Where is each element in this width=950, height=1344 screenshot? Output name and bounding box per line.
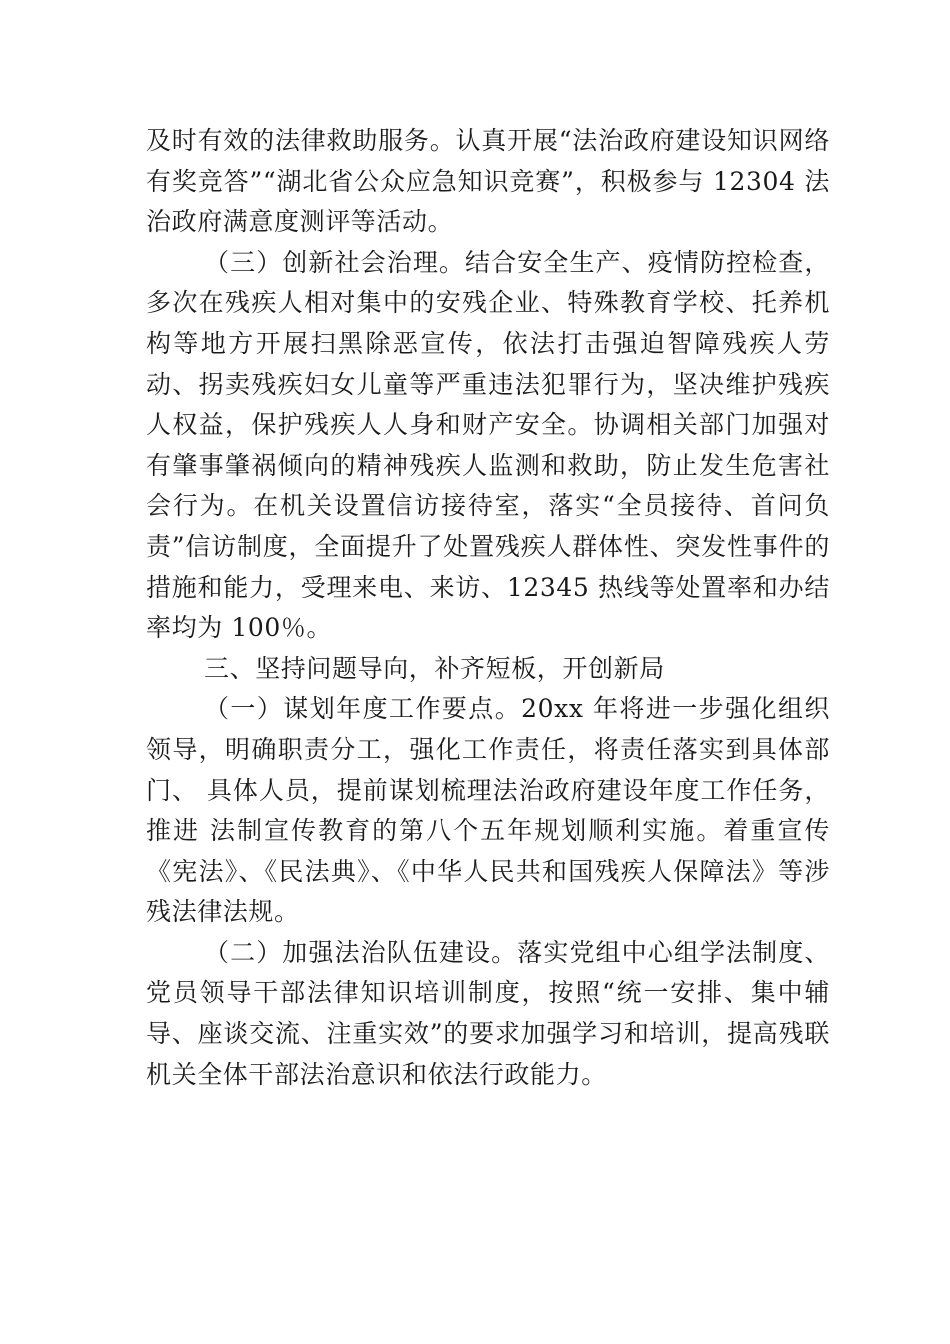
paragraph-social-governance: （三）创新社会治理。结合安全生产、疫情防控检查，多次在残疾人相对集中的安残企业、特殊教育学校、托养机构等地方开展扫黑除恶宣传，依法打击强迫智障残疾人劳动、拐卖残疾妇女儿童等严重违法犯罪行为，坚决维护残疾人权益，保护残疾人人身和财产安全。协调相关部门加强对有肇事肇祸倾向的精神残疾人监测和救助，防止发生危害社会行为。在机关设置信访接待室，落实“全员接待、首问负责”信访制度，全面提升了处置残疾人群体性、突发性事件的措施和能力，受理来电、来访、12345 热线等处置率和办结率均为 100％。 xyxy=(146,247,830,643)
section-heading-three: 三、坚持问题导向，补齐短板，开创新局 xyxy=(204,653,665,683)
paragraph-annual-plan: （一）谋划年度工作要点。20xx 年将进一步强化组织领导，明确职责分工，强化工作责任，将责任落实到具体部门、 具体人员，提前谋划梳理法治政府建设年度工作任务，推进 法制宣传教育的第八个五年规划顺利实施。着重宣传《宪法》、《民法典》、《中华人民共和国残疾人保障法》等涉残法律法规。 xyxy=(146,694,830,927)
document-body xyxy=(146,121,830,1095)
paragraph-legal-aid: 及时有效的法律救助服务。认真开展“法治政府建设知识网络有奖竞答”“湖北省公众应急知识竞赛”，积极参与 12304 法治政府满意度测评等活动。 xyxy=(146,126,830,237)
paragraph-team-building: （二）加强法治队伍建设。落实党组中心组学法制度、党员领导干部法律知识培训制度，按照“统一安排、集中辅导、座谈交流、注重实效”的要求加强学习和培训，提高残联机关全体干部法治意识和依法行政能力。 xyxy=(146,937,830,1089)
